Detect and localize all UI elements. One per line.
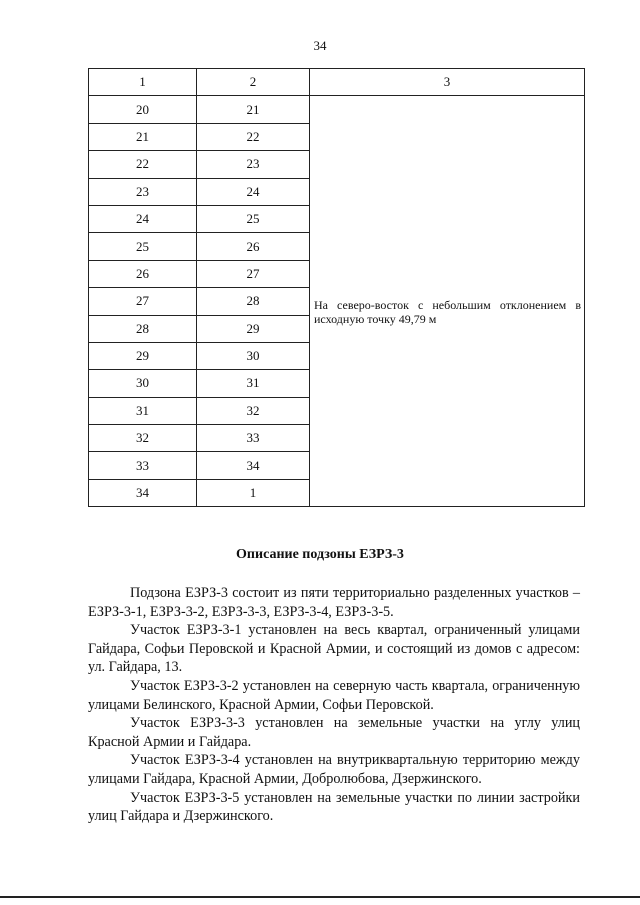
from-point-cell: 20 bbox=[89, 96, 197, 123]
from-point-cell: 21 bbox=[89, 123, 197, 150]
from-point-cell: 25 bbox=[89, 233, 197, 260]
to-point-cell: 23 bbox=[197, 151, 310, 178]
from-point-cell: 22 bbox=[89, 151, 197, 178]
column-header: 1 bbox=[89, 69, 197, 96]
from-point-cell: 27 bbox=[89, 288, 197, 315]
page-number: 34 bbox=[313, 38, 327, 53]
to-point-cell: 22 bbox=[197, 123, 310, 150]
column-header: 2 bbox=[197, 69, 310, 96]
to-point-cell: 27 bbox=[197, 260, 310, 287]
to-point-cell: 1 bbox=[197, 479, 310, 506]
to-point-cell: 31 bbox=[197, 370, 310, 397]
table-row bbox=[89, 96, 585, 123]
from-point-cell: 23 bbox=[89, 178, 197, 205]
section-title: Описание подзоны ЕЗРЗ-3 bbox=[236, 547, 404, 562]
from-point-cell: 26 bbox=[89, 260, 197, 287]
to-point-cell: 33 bbox=[197, 425, 310, 452]
to-point-cell: 34 bbox=[197, 452, 310, 479]
to-point-cell: 29 bbox=[197, 315, 310, 342]
to-point-cell: 25 bbox=[197, 205, 310, 232]
to-point-cell: 30 bbox=[197, 342, 310, 369]
from-point-cell: 34 bbox=[89, 479, 197, 506]
section-body bbox=[88, 584, 580, 826]
to-point-cell: 21 bbox=[197, 96, 310, 123]
paragraph: Участок ЕЗРЗ-3-5 установлен на земельные участки по линии застройки улиц Гайдара и Дзержинского. bbox=[88, 789, 580, 825]
from-point-cell: 24 bbox=[89, 205, 197, 232]
from-point-cell: 31 bbox=[89, 397, 197, 424]
direction-description: На северо-восток с небольшим отклонением в исходную точку 49,79 м bbox=[314, 298, 581, 327]
from-point-cell: 29 bbox=[89, 342, 197, 369]
paragraph: Участок ЕЗРЗ-3-4 установлен на внутриквартальную территорию между улицами Гайдара, Красной Армии, Добролюбова, Дзержинского. bbox=[88, 752, 580, 787]
direction-description-cell bbox=[310, 96, 585, 507]
from-point-cell: 28 bbox=[89, 315, 197, 342]
table-header-row bbox=[89, 69, 585, 96]
from-point-cell: 32 bbox=[89, 425, 197, 452]
boundary-points-table bbox=[88, 68, 585, 507]
paragraph: Участок ЕЗРЗ-3-3 установлен на земельные участки на углу улиц Красной Армии и Гайдара. bbox=[88, 715, 580, 750]
paragraph: Участок ЕЗРЗ-3-1 установлен на весь квартал, ограниченный улицами Гайдара, Софьи Перовской и Красной Армии, и состоящий из домов с адресом: ул. Гайдара, 13. bbox=[88, 622, 580, 676]
from-point-cell: 33 bbox=[89, 452, 197, 479]
paragraph: Подзона ЕЗРЗ-3 состоит из пяти территориально разделенных участков – ЕЗРЗ-3-1, ЕЗРЗ-3-2, ЕЗРЗ-3-3, ЕЗРЗ-3-4, ЕЗРЗ-3-5. bbox=[88, 585, 580, 620]
to-point-cell: 28 bbox=[197, 288, 310, 315]
to-point-cell: 24 bbox=[197, 178, 310, 205]
to-point-cell: 32 bbox=[197, 397, 310, 424]
from-point-cell: 30 bbox=[89, 370, 197, 397]
page-bottom-edge bbox=[0, 896, 640, 898]
column-header: 3 bbox=[310, 69, 585, 96]
paragraph: Участок ЕЗРЗ-3-2 установлен на северную часть квартала, ограниченную улицами Белинского, Красной Армии, Софьи Перовской. bbox=[88, 677, 580, 713]
to-point-cell: 26 bbox=[197, 233, 310, 260]
